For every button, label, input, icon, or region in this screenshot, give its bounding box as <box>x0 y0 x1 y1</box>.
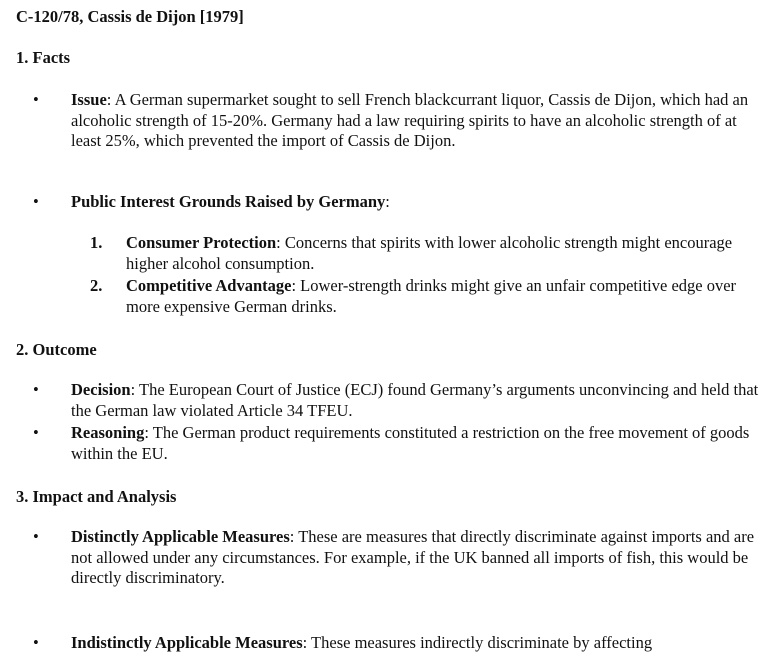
bullet-icon: • <box>33 423 39 442</box>
bullet-decision <box>33 380 761 421</box>
bullet-text: : These measures indirectly discriminate by affecting <box>302 633 653 652</box>
bullet-issue <box>33 90 761 152</box>
item-text: : Lower-strength drinks might give an unfair competitive edge over more expensive German drinks. <box>126 276 737 316</box>
bullet-label: Reasoning <box>71 423 145 442</box>
bullet-label: Issue <box>71 90 107 109</box>
item-text: : Concerns that spirits with lower alcoholic strength might encourage higher alcohol consumption. <box>126 233 733 273</box>
item-number: 1. <box>90 233 103 252</box>
bullet-label: Public Interest Grounds Raised by Germany <box>71 192 386 211</box>
bullet-distinctly-applicable <box>33 527 761 589</box>
bullet-reasoning <box>33 423 761 464</box>
item-label: Consumer Protection <box>126 233 277 252</box>
bullet-public-interest <box>33 192 761 213</box>
item-number: 2. <box>90 276 103 295</box>
section-heading-facts: 1. Facts <box>16 48 71 67</box>
numbered-item-competitive-advantage <box>90 276 756 317</box>
bullet-indistinctly-applicable <box>33 633 761 654</box>
section-heading-impact: 3. Impact and Analysis <box>16 487 177 506</box>
bullet-icon: • <box>33 192 39 211</box>
section-heading-outcome: 2. Outcome <box>16 340 97 359</box>
bullet-icon: • <box>33 527 39 546</box>
bullet-text: : <box>385 192 390 211</box>
bullet-icon: • <box>33 380 39 399</box>
bullet-icon: • <box>33 633 39 652</box>
bullet-text: : A German supermarket sought to sell French blackcurrant liquor, Cassis de Dijon, which had an alcoholic strength of 15-20%. Germany had a law requiring spirits to have an alcoholic strength of at least 25%, which prevented the import of Cassis de Dijon. <box>71 90 749 150</box>
bullet-label: Decision <box>71 380 131 399</box>
bullet-text: : These are measures that directly discriminate against imports and are not allowed under any circumstances. For example, if the UK banned all imports of fish, this would be directly discriminatory. <box>71 527 755 587</box>
document-title: C-120/78, Cassis de Dijon [1979] <box>16 7 244 26</box>
bullet-text: : The German product requirements constituted a restriction on the free movement of goods within the EU. <box>71 423 750 463</box>
item-label: Competitive Advantage <box>126 276 292 295</box>
bullet-text: : The European Court of Justice (ECJ) found Germany’s arguments unconvincing and held that the German law violated Article 34 TFEU. <box>71 380 759 420</box>
numbered-item-consumer-protection <box>90 233 756 274</box>
bullet-icon: • <box>33 90 39 109</box>
bullet-label: Distinctly Applicable Measures <box>71 527 290 546</box>
bullet-label: Indistinctly Applicable Measures <box>71 633 303 652</box>
